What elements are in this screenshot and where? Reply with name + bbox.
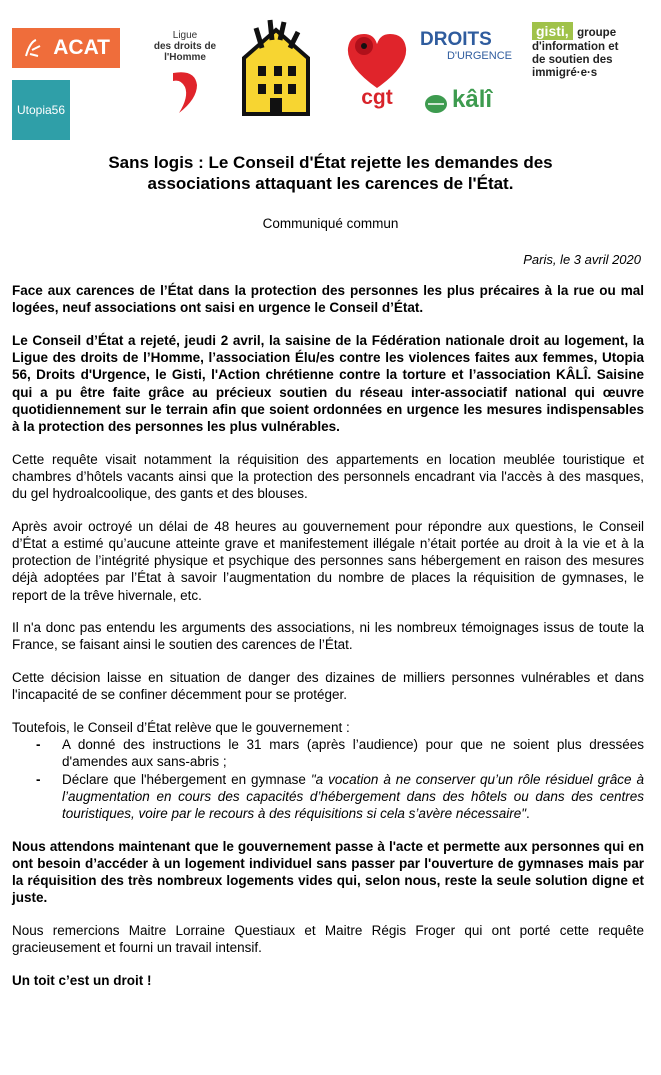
document-body: [12, 282, 644, 1005]
ldh-bird-icon: [165, 67, 205, 117]
measures-list: [12, 736, 644, 822]
paragraph-rejection: Le Conseil d’État a rejeté, jeudi 2 avril, la saisine de la Fédération nationale droit au logement, la Ligue des droits de l’Homme, l’association Élu/es contre les violences faites aux femmes, Utopia 56, Droits d'Urgence, le Gisti, l'Action chrétienne contre la torture et l’association KÂLÎ. Saisine qui a pu être faite grâce au précieux soutien du réseau inter-associatif national qui œuvre quotidiennement sur le terrain afin que soient ordonnées en urgence les mesures indispensables à la protection des personnes les plus vulnérables.: [12, 332, 644, 434]
paragraph-intro: Face aux carences de l’État dans la protection des personnes les plus précaires à la rue ou mal logées, neuf associations ont saisi en urgence le Conseil d’État.: [12, 283, 644, 316]
house-hand-logo: [238, 18, 314, 118]
acat-logo: ACAT: [12, 28, 120, 68]
paragraph-danger: Cette décision laisse en situation de danger des dizaines de milliers personnes vulnérables et dans l'incapacité de se confiner décemment pour se protéger.: [12, 670, 644, 703]
list-item: - Déclare que l'hébergement en gymnase "a vocation à ne conserver qu’un rôle résiduel grâce à l’augmentation en cours des capacités d’hébergement dans des hôtels ou dans des centres touristiques, voire par le recours à des réquisitions si cela s’avère nécessaire".: [62, 771, 644, 823]
document-subtitle: Communiqué commun: [262, 216, 399, 231]
paragraph-request: Cette requête visait notamment la réquisition des appartements en location meublée touristique et chambres d’hôtels vacants ainsi que la protection des personnels encadrant via l'accès à des masques, du gel hydroalcoolique, des gants et des blouses.: [12, 451, 644, 502]
ldh-logo: Ligue des droits de l'Homme: [145, 30, 225, 130]
paragraph-demand: Nous attendons maintenant que le gouvernement passe à l'acte et permette aux personnes qui en ont besoin d’accéder à un logement individuel sans passer par l'ouverture de gymnases mais par la réquisition des très nombreux logements vides qui, selon nous, reste la seule solution digne et juste.: [12, 838, 644, 906]
paragraph-thanks: Nous remercions Maitre Lorraine Questiaux et Maitre Régis Froger qui ont porté cette requête gracieusement et fourni un travail intensif.: [12, 923, 644, 956]
cgt-logo: cgt: [342, 30, 412, 116]
cgt-heart-icon: [342, 30, 412, 90]
logo-header: [0, 0, 661, 145]
utopia56-logo: Utopia56: [12, 80, 70, 140]
paragraph-however: Toutefois, le Conseil d’État relève que le gouvernement :: [12, 720, 350, 736]
paragraph-arguments: Il n'a donc pas entendu les arguments des associations, ni les nombreux témoignages issus de toute la France, se faisant ainsi le soutien des carences de l’État.: [12, 620, 644, 653]
kali-logo: kâlî: [424, 86, 524, 116]
list-item: - A donné des instructions le 31 mars (après l’audience) pour que ne soient plus dressées d'amendes aux sans-abris ;: [62, 736, 644, 770]
watermelon-icon: [424, 90, 448, 116]
paragraph-slogan: Un toit c’est un droit !: [12, 973, 152, 988]
gisti-logo: gisti, groupe d'information et de soutien des immigré·e·s: [532, 23, 619, 79]
paragraph-decision: Après avoir octroyé un délai de 48 heures au gouvernement pour répondre aux questions, le Conseil d’État a estimé qu’aucune atteinte grave et manifestement illégale n’était portée au droit à la vie et à la protection de l’intégrité physique et psychique des personnes sans hébergement en raison des mesures déjà adoptées par l’État à savoir l’augmentation du nombre de places la réquisition de gymnases, le report de la trêve hivernale, etc.: [12, 518, 644, 603]
acat-symbol-icon: [22, 36, 44, 60]
droits-urgence-logo: DROITS D'URGENCE: [420, 29, 512, 62]
document-title: Sans logis : Le Conseil d'État rejette les demandes des associations attaquant les carences de l'État.: [108, 153, 553, 193]
document-date: Paris, le 3 avril 2020: [523, 252, 641, 267]
